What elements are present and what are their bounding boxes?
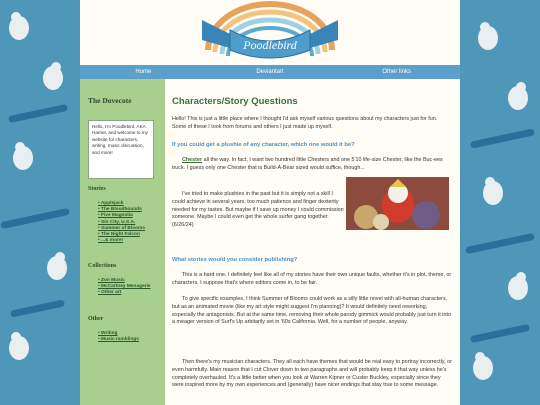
- sidebar-link[interactable]: • Writing: [98, 331, 139, 337]
- main-content: [165, 79, 460, 405]
- site-logo[interactable]: [80, 0, 460, 65]
- sidebar-link[interactable]: • Applejack: [98, 201, 145, 207]
- sidebar-list-other: [98, 331, 139, 343]
- dove-icon: [480, 175, 506, 207]
- nav-other-links[interactable]: Other links: [382, 69, 412, 75]
- sidebar-link[interactable]: • The Night Falcon: [98, 232, 145, 238]
- logo-text: Poodlebird: [243, 38, 297, 52]
- chester-link[interactable]: Chester: [182, 157, 203, 163]
- plushie-photo: [346, 177, 449, 230]
- sidebar: [80, 79, 165, 405]
- dove-icon: [505, 270, 531, 302]
- answer-paragraph: This is a hard one. I definitely feel like all of my stories have their own unique faults, whether it's in plot, theme, or characters. I suppose that's where editors come in, to be fair.: [172, 272, 452, 286]
- question-heading: What stories would you consider publishing?: [172, 257, 298, 263]
- nav-deviantart[interactable]: Deviantart: [256, 69, 284, 75]
- dove-icon: [470, 350, 496, 382]
- answer-paragraph: [172, 157, 452, 173]
- ribbon-decoration: [465, 233, 535, 254]
- dove-icon: [475, 20, 501, 52]
- sidebar-link[interactable]: • Sin City, U.S.A.: [98, 220, 145, 226]
- page-container: [80, 0, 460, 405]
- dove-icon: [40, 60, 66, 92]
- sidebar-link[interactable]: • The Bloodhounds: [98, 207, 145, 213]
- ribbon-decoration: [470, 324, 530, 343]
- dove-icon: [505, 80, 531, 112]
- ribbon-decoration: [470, 128, 535, 148]
- top-nav: [80, 65, 460, 79]
- sidebar-link[interactable]: • Music ramblings: [98, 337, 139, 343]
- ribbon-decoration: [0, 208, 70, 229]
- answer-paragraph: I've tried to make plushies in the past but it is simply not a skill I could achieve in several years, too much patience and finger dexterity needed for my tastes. But maybe if I save up money I could commission someone. Maybe I could even get the whole surfer gang together. (6/26/24): [172, 191, 344, 229]
- photo-graphic: [346, 177, 449, 230]
- sidebar-title: The Dovecote: [88, 96, 132, 105]
- ribbon-decoration: [8, 104, 68, 123]
- dove-icon: [10, 140, 36, 172]
- dove-icon: [44, 250, 70, 282]
- sidebar-heading-other: Other: [88, 316, 104, 322]
- intro-paragraph: Hello! This is just a little place where I thought I'd ask myself various questions about my characters just for fun. Some of these I took from forums and others I just made up myself.: [172, 116, 438, 130]
- site-header: [80, 0, 460, 65]
- answer-paragraph: Then there's my musician characters. They all each have themes that would be real easy to portray incorrectly, or even harmfully. Main reason that I cut Clover down to two paragraphs and will probably keep it that way unless he's completely overhauled. It's a little better when you look at Warren Kipner or Custer Buckley, especially since they were inspired more by my own experiences and (generally) have nicer endings that stay true to some message.: [172, 359, 452, 389]
- dove-icon: [6, 10, 32, 42]
- intro-box: Hello, I'm Poodlebird, AKA Harriet, and welcome to my website for characters, writing, music discussion, and more!: [88, 120, 154, 179]
- sidebar-list-collections: [98, 278, 153, 297]
- answer-text: all the way. In fact, I want two hundred little Chesters and one 5'10 life-size Chester, like the Buc-ees truck. I guess only one Chester that is Build-A-Bear sized would suffice, though...: [172, 157, 443, 171]
- sidebar-link[interactable]: • McCartney Menagerie: [98, 284, 153, 290]
- sidebar-list-stories: [98, 201, 145, 244]
- sidebar-link[interactable]: • ...& more!: [98, 238, 145, 244]
- dove-icon: [6, 330, 32, 362]
- sidebar-link[interactable]: • Summer of Blooms: [98, 226, 145, 232]
- sidebar-link[interactable]: • Other art: [98, 290, 153, 296]
- ribbon-decoration: [10, 299, 65, 317]
- page-title: Characters/Story Questions: [172, 96, 298, 107]
- question-heading: If you could get a plushie of any character, which one would it be?: [172, 142, 355, 148]
- answer-paragraph: To give specific examples, I think Summer of Blooms could work as a silly little novel with all-human characters, but as an animated movie (like my art style might suggest I'm planning)? It would definitely need reworking, especially the antagonists. But at the same time, removing their whole parody gimmick would probably just turn it into a meager version of Surf's Up arbitarily set in '60s California. Well, for a number of people, anyway.: [172, 296, 451, 326]
- nav-home[interactable]: Home: [135, 69, 152, 75]
- sidebar-heading-collections: Collections: [88, 263, 117, 269]
- sidebar-heading-stories: Stories: [88, 186, 106, 192]
- sidebar-link[interactable]: • Zon Music: [98, 278, 153, 284]
- sidebar-link[interactable]: • Five Magnolia: [98, 213, 145, 219]
